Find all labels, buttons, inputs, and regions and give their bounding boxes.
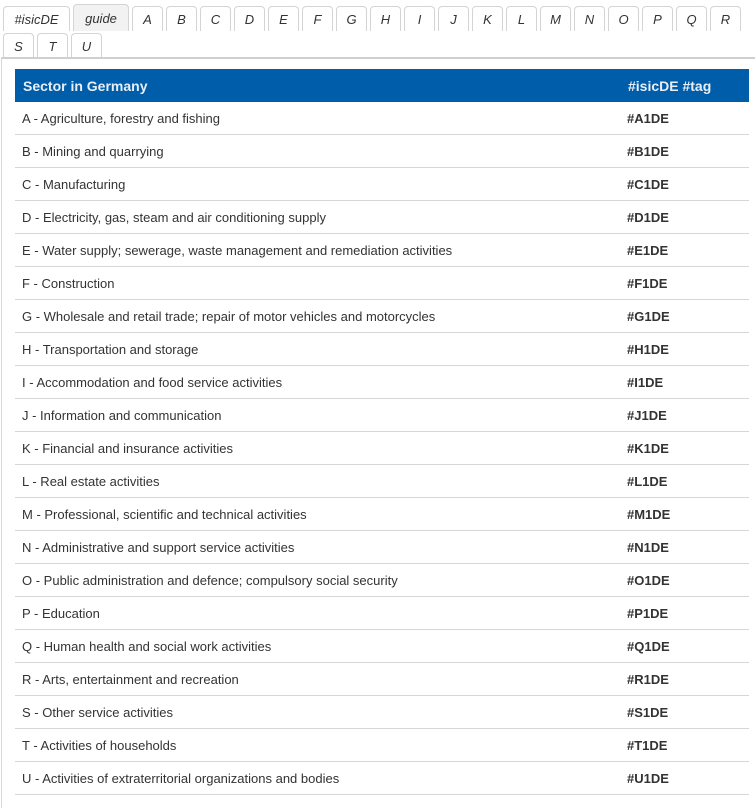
tab-c[interactable]: C [200,6,231,31]
sector-tag: #G1DE [620,300,749,333]
tab-d[interactable]: D [234,6,265,31]
sector-tag: #I1DE [620,366,749,399]
table-row [15,630,749,663]
tab-q[interactable]: Q [676,6,707,31]
tab-bar [3,6,755,60]
table-row [15,399,749,432]
sector-tag: #S1DE [620,696,749,729]
sector-name: E - Water supply; sewerage, waste management and remediation activities [15,234,620,267]
sector-tag: #B1DE [620,135,749,168]
sector-tag: #H1DE [620,333,749,366]
sector-tag: #R1DE [620,663,749,696]
tab-h[interactable]: H [370,6,401,31]
sector-name: K - Financial and insurance activities [15,432,620,465]
sector-name: G - Wholesale and retail trade; repair of motor vehicles and motorcycles [15,300,620,333]
sector-name: H - Transportation and storage [15,333,620,366]
table-row [15,531,749,564]
sector-name: S - Other service activities [15,696,620,729]
sector-tag: #U1DE [620,762,749,795]
table-row [15,102,749,135]
sector-name: U - Activities of extraterritorial organizations and bodies [15,762,620,795]
header-sector: Sector in Germany [15,69,620,102]
tab-i[interactable]: I [404,6,435,31]
tab-u[interactable]: U [71,33,102,58]
sector-name: B - Mining and quarrying [15,135,620,168]
header-tag: #isicDE #tag [620,69,749,102]
tab-b[interactable]: B [166,6,197,31]
tab-p[interactable]: P [642,6,673,31]
table-row [15,366,749,399]
table-row [15,564,749,597]
tab-panel [1,57,755,808]
sector-tag: #C1DE [620,168,749,201]
tab-r[interactable]: R [710,6,741,31]
table-row [15,597,749,630]
table-row [15,663,749,696]
tab-g[interactable]: G [336,6,367,31]
sector-table [15,69,749,795]
sector-tag: #J1DE [620,399,749,432]
tab-row-2 [3,33,755,58]
sector-tag: #F1DE [620,267,749,300]
table-row [15,135,749,168]
sector-tag: #E1DE [620,234,749,267]
tab-s[interactable]: S [3,33,34,58]
tab-a[interactable]: A [132,6,163,31]
tab-t[interactable]: T [37,33,68,58]
tab-o[interactable]: O [608,6,639,31]
tab-k[interactable]: K [472,6,503,31]
sector-name: F - Construction [15,267,620,300]
sector-name: O - Public administration and defence; compulsory social security [15,564,620,597]
sector-tag: #P1DE [620,597,749,630]
tab-guide[interactable]: guide [73,4,129,31]
tab-n[interactable]: N [574,6,605,31]
sector-tag: #M1DE [620,498,749,531]
table-row [15,498,749,531]
sector-name: Q - Human health and social work activities [15,630,620,663]
sector-name: I - Accommodation and food service activities [15,366,620,399]
table-row [15,432,749,465]
table-row [15,729,749,762]
sector-tag: #A1DE [620,102,749,135]
tab-j[interactable]: J [438,6,469,31]
table-row [15,300,749,333]
sector-name: N - Administrative and support service activities [15,531,620,564]
sector-tag: #N1DE [620,531,749,564]
sector-tag: #Q1DE [620,630,749,663]
table-row [15,696,749,729]
table-row [15,168,749,201]
sector-tag: #K1DE [620,432,749,465]
tab-isicde[interactable]: #isicDE [3,6,70,31]
sector-name: L - Real estate activities [15,465,620,498]
sector-name: P - Education [15,597,620,630]
tab-row-1 [3,6,755,31]
sector-name: T - Activities of households [15,729,620,762]
sector-name: D - Electricity, gas, steam and air conditioning supply [15,201,620,234]
sector-name: A - Agriculture, forestry and fishing [15,102,620,135]
tab-f[interactable]: F [302,6,333,31]
table-row [15,465,749,498]
sector-tag: #D1DE [620,201,749,234]
sector-name: M - Professional, scientific and technical activities [15,498,620,531]
sector-tag: #O1DE [620,564,749,597]
tab-m[interactable]: M [540,6,571,31]
sector-name: C - Manufacturing [15,168,620,201]
sector-tag: #L1DE [620,465,749,498]
table-row [15,234,749,267]
tab-l[interactable]: L [506,6,537,31]
table-row [15,267,749,300]
table-row [15,333,749,366]
sector-tag: #T1DE [620,729,749,762]
table-row [15,201,749,234]
sector-name: R - Arts, entertainment and recreation [15,663,620,696]
table-row [15,762,749,795]
table-header-row [15,69,749,102]
sector-name: J - Information and communication [15,399,620,432]
tab-e[interactable]: E [268,6,299,31]
